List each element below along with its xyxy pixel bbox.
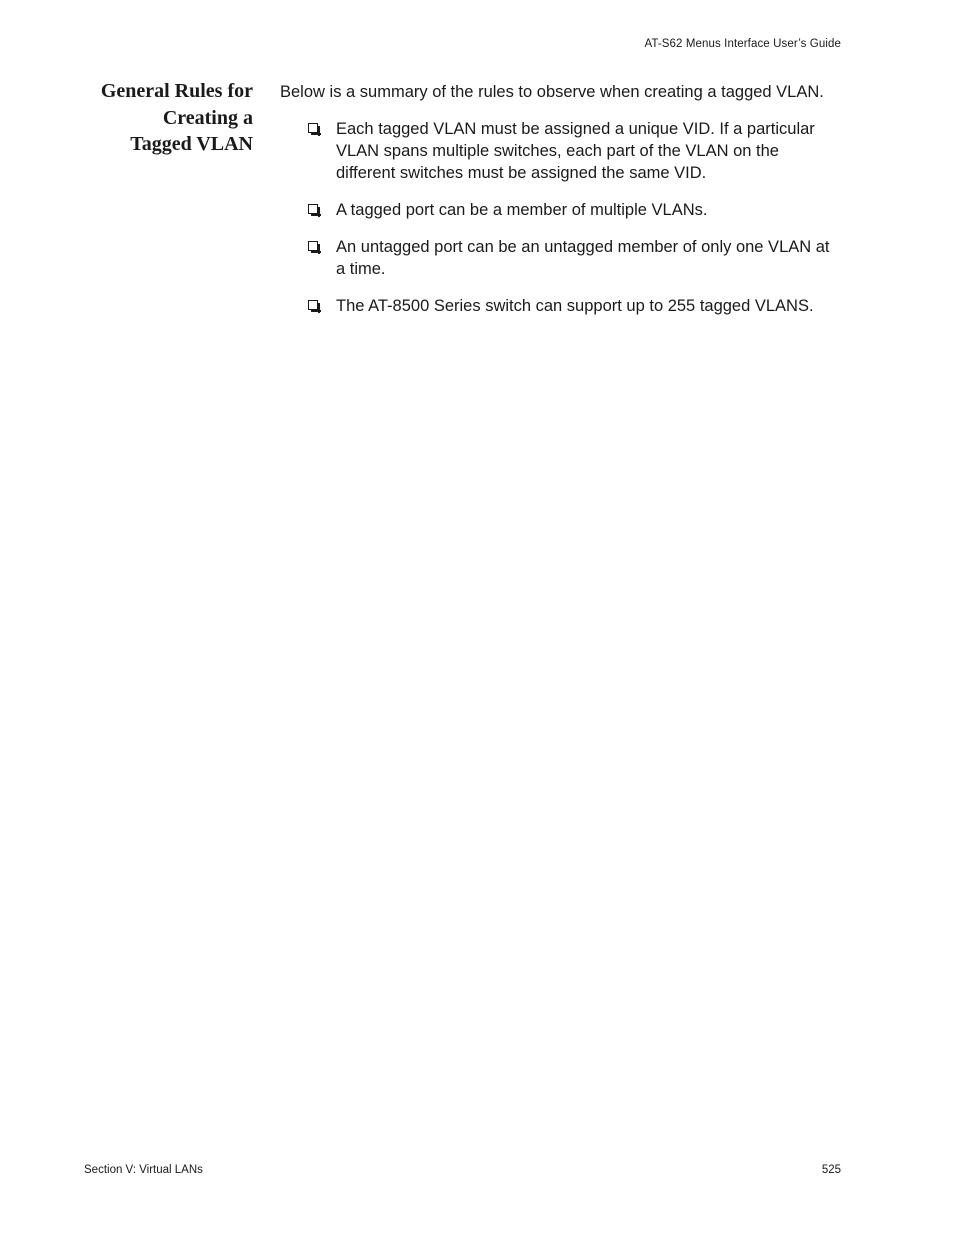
rule-text: A tagged port can be a member of multiple VLANs. bbox=[336, 201, 708, 219]
rule-text: The AT-8500 Series switch can support up to 255 tagged VLANS. bbox=[336, 297, 814, 315]
section-heading-line: Creating a bbox=[162, 106, 253, 129]
intro-paragraph: Below is a summary of the rules to observe when creating a tagged VLAN. bbox=[280, 83, 824, 101]
rule-text: Each tagged VLAN must be assigned a unique VID. If a particular VLAN spans multiple switches, each part of the VLAN on the different switches must be assigned the same VID. bbox=[336, 120, 815, 182]
footer-section-label: Section V: Virtual LANs bbox=[84, 1164, 203, 1176]
checkbox-square-icon bbox=[308, 204, 318, 214]
list-item bbox=[280, 295, 842, 317]
list-item bbox=[280, 199, 842, 221]
section-heading-line: General Rules for bbox=[100, 80, 253, 102]
checkbox-square-icon bbox=[308, 241, 318, 251]
section-heading-line: Tagged VLAN bbox=[130, 133, 253, 155]
page-number: 525 bbox=[821, 1164, 841, 1176]
section-body bbox=[280, 81, 842, 332]
list-item bbox=[280, 118, 842, 184]
rules-list bbox=[280, 118, 842, 317]
running-header: AT-S62 Menus Interface User’s Guide bbox=[644, 38, 841, 50]
checkbox-square-icon bbox=[308, 123, 318, 133]
list-item bbox=[280, 236, 842, 280]
section-heading bbox=[60, 78, 253, 158]
checkbox-square-icon bbox=[308, 300, 318, 310]
rule-text: An untagged port can be an untagged member of only one VLAN at a time. bbox=[336, 238, 830, 278]
